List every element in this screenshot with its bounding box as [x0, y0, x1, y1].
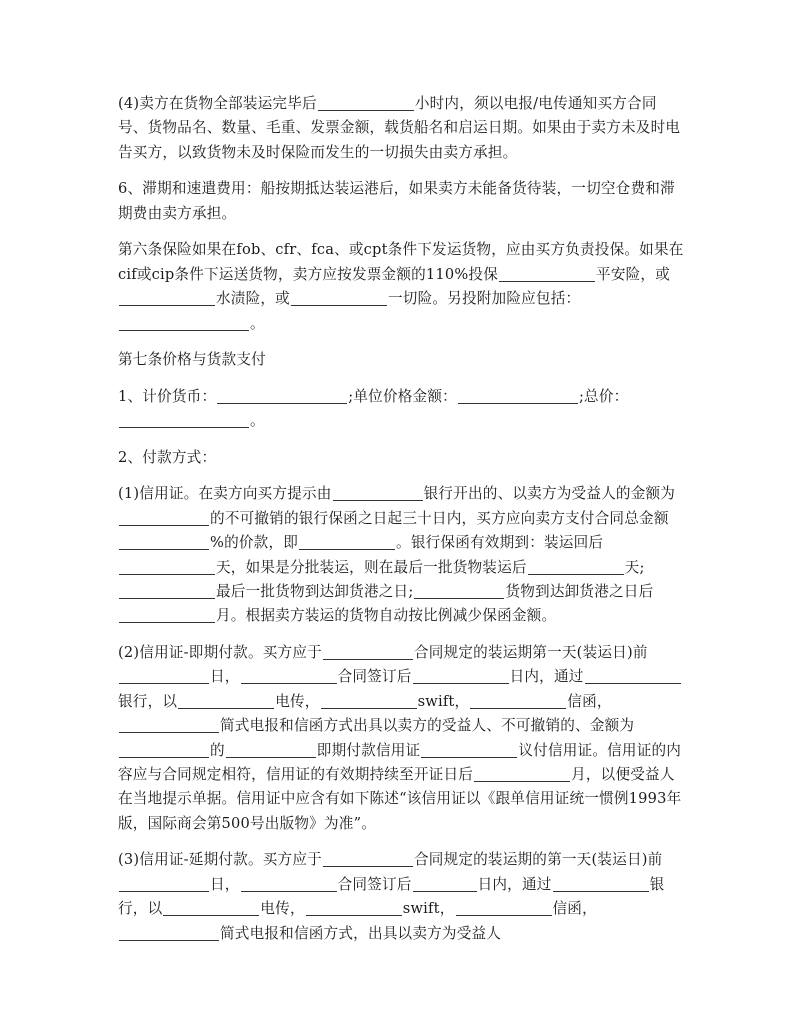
- text-run: 合同签订后: [337, 875, 412, 893]
- text-run: 第六条保险如果在fob、cfr、fca、或cpt条件下发运货物，应由买方负责投保。如果在cif或cip条件下运送货物，卖方应按发票金额的110%投保: [118, 241, 684, 283]
- blank-field: [163, 898, 259, 916]
- text-run: 信函，: [552, 900, 597, 918]
- text-run: 电传，: [260, 900, 305, 918]
- text-run: 天;: [624, 558, 645, 576]
- blank-field: [474, 764, 570, 782]
- text-run: ;总价：: [578, 387, 629, 405]
- letter-of-credit-clause: [118, 482, 684, 628]
- text-run: swift，: [417, 692, 470, 710]
- insurance-clause: [118, 238, 684, 336]
- blank-field: [119, 508, 209, 526]
- sight-payment-clause: [118, 641, 684, 836]
- text-run: 最后一批货物到达卸货港之日;: [216, 583, 414, 601]
- text-run: 月，以便受益人在当地提示单据。信用证中应含有如下陈述“该信用证以《跟单信用证统一惯例1993年版，国际商会第500号出版物》为准”。: [118, 766, 682, 832]
- text-run: 货物到达卸货港之日后: [505, 583, 654, 601]
- blank-field: [119, 666, 209, 684]
- delivery-notice-clause: [118, 92, 684, 165]
- blank-field: [306, 898, 402, 916]
- blank-field: [178, 691, 274, 709]
- text-run: 。: [250, 314, 265, 332]
- text-run: 信函，: [567, 692, 612, 710]
- blank-field: [119, 581, 215, 599]
- blank-field: [413, 874, 477, 892]
- text-run: ;单位价格金额：: [348, 387, 457, 405]
- text-run: swift，: [402, 900, 455, 918]
- text-run: 的不可撤销的银行保函之日起三十日内，买方应向卖方支付合同总金额: [210, 509, 669, 527]
- text-run: (1)信用证。在卖方向买方提示由: [118, 485, 332, 503]
- blank-field: [414, 581, 504, 599]
- text-run: 平安险，或: [596, 265, 671, 283]
- text-run: 日内，通过: [509, 668, 584, 686]
- section-heading: [118, 348, 684, 372]
- blank-field: [119, 740, 209, 758]
- text-run: 日内，通过: [477, 875, 552, 893]
- text-run: 小时内，须以电报/电传通知买方合同号、货物品名、数量、毛重、发票金额，载货船名和启运日期。如果由于卖方未及时电告买方，以致货物未及时保险而发生的一切损失由卖方承担。: [118, 95, 681, 161]
- text-run: 。银行保函有效期到：装运回后: [396, 534, 604, 552]
- text-run: (4)卖方在货物全部装运完毕后: [118, 95, 317, 112]
- text-run: (3)信用证-延期付款。买方应于: [118, 851, 322, 869]
- demurrage-clause: [118, 177, 684, 226]
- blank-field: [241, 874, 337, 892]
- blank-field: [528, 557, 624, 575]
- blank-field: [470, 691, 566, 709]
- text-run: 6、滞期和速遣费用：船按期抵达装运港后，如果卖方未能备货待装，一切空仓费和滞期费由卖方承担。: [118, 180, 675, 222]
- blank-field: [119, 313, 249, 331]
- blank-field: [119, 532, 209, 550]
- blank-field: [119, 874, 209, 892]
- text-run: 水渍险，或: [216, 290, 290, 308]
- blank-field: [323, 849, 413, 867]
- blank-field: [241, 666, 337, 684]
- text-run: 银行开出的、以卖方为受益人的金额为: [423, 485, 676, 503]
- text-run: 银行，以: [118, 875, 665, 918]
- text-run: 电传，: [275, 692, 320, 710]
- blank-field: [119, 715, 219, 733]
- blank-field: [119, 605, 215, 623]
- text-run: (2)信用证-即期付款。买方应于: [118, 644, 322, 662]
- blank-field: [226, 740, 316, 758]
- blank-field: [321, 691, 417, 709]
- text-run: 即期付款信用证: [316, 741, 421, 759]
- text-run: 2、付款方式：: [118, 448, 217, 466]
- payment-method-heading: [118, 446, 684, 470]
- blank-field: [458, 386, 578, 404]
- blank-field: [119, 288, 215, 306]
- blank-field: [119, 557, 215, 575]
- deferred-payment-clause: [118, 848, 684, 946]
- text-run: 1、计价货币：: [118, 387, 217, 405]
- text-run: 。: [250, 412, 265, 430]
- blank-field: [413, 666, 509, 684]
- text-run: 合同签订后: [337, 668, 412, 686]
- text-run: 议付信用证。信用证的内容应与合同规定相符，信用证的有效期持续至开证日后: [118, 741, 682, 784]
- document-page: [118, 92, 684, 958]
- text-run: 日，: [210, 875, 240, 893]
- text-run: 银行，以: [118, 692, 178, 710]
- text-run: 简式电报和信函方式，出具以卖方为受益人: [220, 924, 502, 942]
- text-run: 日，: [210, 668, 240, 686]
- text-run: 天，如果是分批装运，则在最后一批货物装运后: [216, 558, 527, 576]
- pricing-clause: [118, 385, 684, 434]
- blank-field: [299, 532, 395, 550]
- text-run: 合同规定的装运期的第一天(装运日)前: [413, 851, 663, 869]
- blank-field: [119, 923, 219, 941]
- blank-field: [553, 874, 649, 892]
- blank-field: [217, 386, 347, 404]
- text-run: %的价款，即: [210, 534, 299, 552]
- text-run: 合同规定的装运期第一天(装运日)前: [413, 644, 648, 662]
- text-run: 一切险。另投附加险应包括：: [387, 290, 581, 308]
- text-run: 的: [210, 741, 225, 759]
- blank-field: [323, 642, 413, 660]
- blank-field: [119, 410, 249, 428]
- blank-field: [318, 93, 414, 111]
- text-run: 第七条价格与货款支付: [118, 351, 266, 369]
- blank-field: [333, 483, 423, 501]
- text-run: 月。根据卖方装运的货物自动按比例减少保函金额。: [216, 607, 557, 625]
- blank-field: [421, 740, 517, 758]
- blank-field: [456, 898, 552, 916]
- blank-field: [291, 288, 387, 306]
- blank-field: [499, 264, 595, 282]
- blank-field: [585, 666, 681, 684]
- text-run: 简式电报和信函方式出具以卖方的受益人、不可撤销的、金额为: [220, 717, 635, 735]
